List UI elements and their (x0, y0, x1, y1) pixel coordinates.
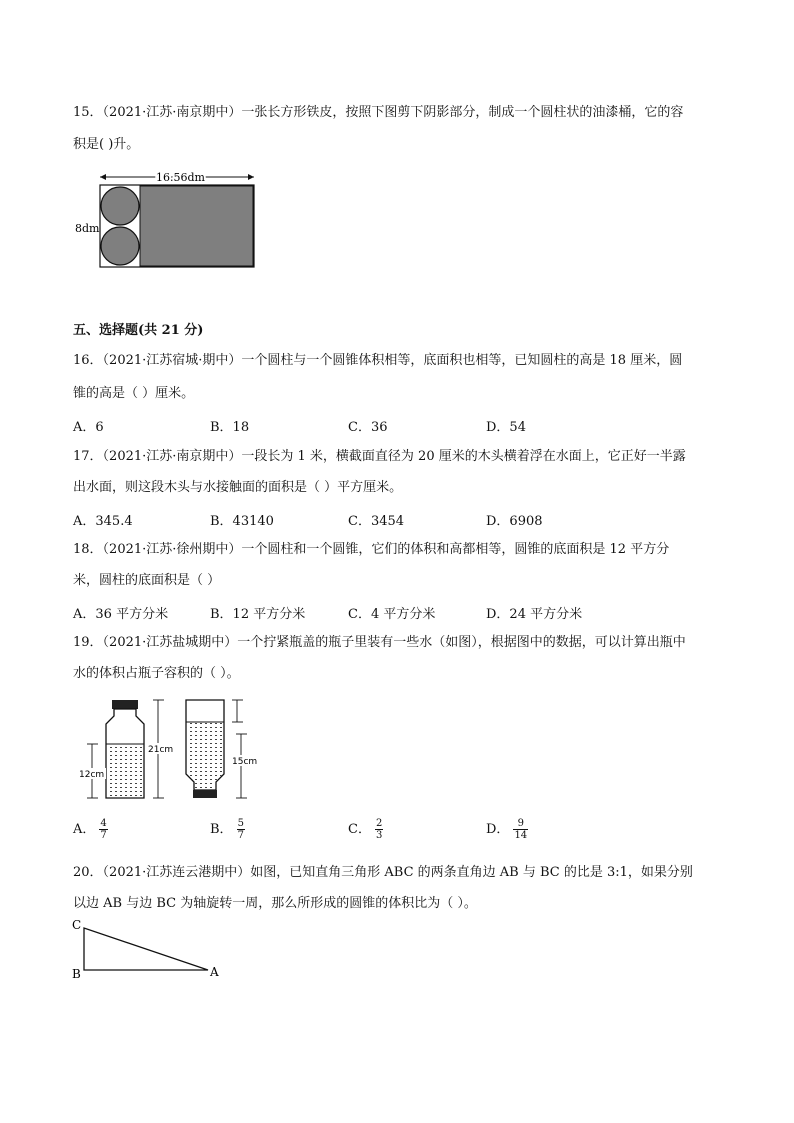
q18-option-d[interactable]: D．24 平方分米 (486, 607, 583, 622)
q19-line1: 19．（2021·江苏盐城期中）一个拧紧瓶盖的瓶子里装有一些水（如图），根据图中的数据，可以计算出瓶中 (73, 635, 686, 650)
q18-option-a[interactable]: A．36 平方分米 (73, 607, 169, 622)
q17-line2: 出水面，则这段木头与水接触面的面积是（ ）平方厘米。 (73, 480, 403, 495)
q15-line2: 积是( )升。 (73, 137, 140, 152)
q20-triangle-figure (68, 916, 228, 982)
q19-option-a[interactable]: A． $\frac{4}{7}$ (73, 818, 107, 841)
vertex-a-label: A (210, 965, 219, 979)
q19-line2: 水的体积占瓶子容积的（ ）。 (73, 666, 240, 681)
cylinder-side-rect (140, 186, 253, 266)
label-12cm: 12cm (79, 770, 105, 780)
q19-option-c[interactable]: C． $\frac{2}{3}$ (348, 818, 383, 841)
q18-line2: 米，圆柱的底面积是（ ） (73, 573, 221, 588)
q16-line2: 锥的高是（ ）厘米。 (73, 386, 195, 401)
q16-line1: 16．（2021·江苏宿城·期中）一个圆柱与一个圆锥体积相等，底面积也相等，已知圆柱的高是 18 厘米，圆 (73, 353, 683, 368)
q20-line2: 以边 AB 与边 BC 为轴旋转一周，那么所形成的圆锥的体积比为（ ）。 (73, 896, 477, 911)
q17-option-b[interactable]: B．43140 (210, 514, 274, 529)
vertex-b-label: B (72, 967, 81, 981)
q20-line1: 20．（2021·江苏连云港期中）如图，已知直角三角形 ABC 的两条直角边 AB 与 BC 的比是 3:1，如果分别 (73, 865, 693, 880)
fraction: $\frac{4}{7}$ (100, 818, 107, 841)
q15-figure (70, 168, 270, 274)
q16-option-a[interactable]: A．6 (73, 420, 104, 435)
q16-option-b[interactable]: B．18 (210, 420, 250, 435)
label-21cm: 21cm (148, 745, 174, 755)
label-15cm: 15cm (232, 757, 258, 767)
q15-line1: 15．（2021·江苏·南京期中）一张长方形铁皮，按照下图剪下阴影部分，制成一个圆柱状的油漆桶，它的容 (73, 105, 684, 120)
fraction: $\frac{2}{3}$ (375, 818, 383, 841)
q19-option-b[interactable]: B． $\frac{5}{7}$ (210, 818, 244, 841)
bottle1-cap (112, 700, 138, 709)
q17-line1: 17．（2021·江苏·南京期中）一段长为 1 米，横截面直径为 20 厘米的木头横着浮在水面上，它正好一半露 (73, 449, 686, 464)
fraction: $\frac{9}{14}$ (514, 818, 528, 841)
q16-option-c[interactable]: C．36 (348, 420, 388, 435)
q19-figure (74, 694, 274, 806)
top-circle (101, 187, 139, 225)
q17-option-c[interactable]: C．3454 (348, 514, 405, 529)
q19-option-d[interactable]: D． $\frac{9}{14}$ (486, 818, 528, 841)
q16-option-d[interactable]: D．54 (486, 420, 526, 435)
bottle1-water (107, 744, 143, 797)
fraction: $\frac{5}{7}$ (237, 818, 244, 841)
q17-option-d[interactable]: D．6908 (486, 514, 543, 529)
q17-option-a[interactable]: A．345.4 (73, 514, 133, 529)
q18-option-b[interactable]: B．12 平方分米 (210, 607, 306, 622)
q18-line1: 18．（2021·江苏·徐州期中）一个圆柱和一个圆锥，它们的体积和高都相等，圆锥的底面积是 12 平方分 (73, 542, 670, 557)
bottle2-water (187, 722, 223, 789)
bottle2-cap (193, 790, 217, 798)
height-label: 8dm (75, 222, 100, 235)
width-label: 16.56dm (156, 171, 205, 184)
vertex-c-label: C (72, 918, 82, 932)
q18-option-c[interactable]: C．4 平方分米 (348, 607, 436, 622)
triangle-abc (84, 928, 208, 970)
bottom-circle (101, 227, 139, 265)
section-title: 五、选择题(共 21 分) (73, 323, 204, 338)
